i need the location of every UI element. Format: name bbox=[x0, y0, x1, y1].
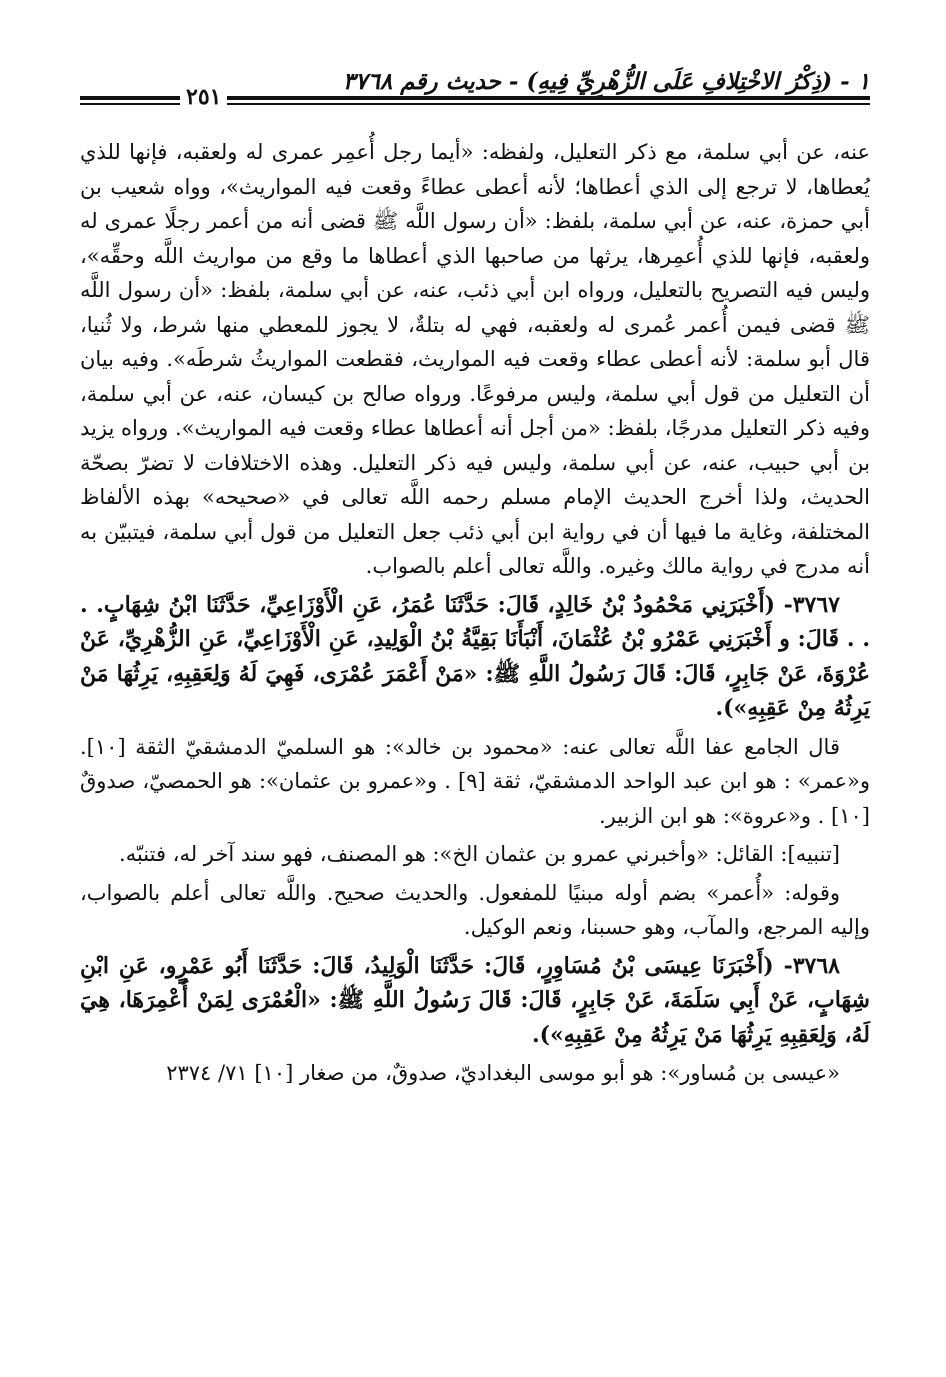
hadith-3767: ٣٧٦٧- (أَخْبَرَنِي مَحْمُودُ بْنُ خَالِدٍ، قَالَ: حَدَّثَنَا عُمَرُ، عَنِ الْأَوْزَاعِيِّ، حَدَّثَنَا ابْنُ شِهَابٍ. . . . قَالَ: و أَخْبَرَنِي عَمْرُو بْنُ عُثْمَانَ، أَنْبَأَنَا بَقِيَّةُ بْنُ الْوَلِيدِ، عَنِ الْأَوْزَاعِيِّ، عَنِ الزُّهْرِيِّ، عَنْ عُرْوَةَ، عَنْ جَابِرٍ، قَالَ: قَالَ رَسُولُ اللَّهِ ﷺ: «مَنْ أَعْمَرَ عُمْرَى، فَهِيَ لَهُ وَلِعَقِبِهِ، يَرِثُهَا مَنْ يَرِثُهُ مِنْ عَقِبِهِ»). bbox=[80, 591, 870, 721]
page-body bbox=[80, 135, 870, 1091]
narrator-note-paragraph: «عيسى بن مُساور»: هو أبو موسى البغداديّ، صدوقٌ، من صغار [١٠] ٧١/ ٢٣٧٤ bbox=[166, 1061, 840, 1085]
tanbih-paragraph: [تنبيه]: القائل: «وأخبرني عمرو بن عثمان الخ»: هو المصنف، فهو سند آخر له، فتنبّه. bbox=[119, 842, 840, 866]
hadith-3768: ٣٧٦٨- (أَخْبَرَنَا عِيسَى بْنُ مُسَاوِرٍ، قَالَ: حَدَّثَنَا الْوَلِيدُ، قَالَ: حَدَّثَنَا أَبُو عَمْرٍو، عَنِ ابْنِ شِهَابٍ، عَنْ أَبِي سَلَمَةَ، عَنْ جَابِرٍ، قَالَ: قَالَ رَسُولُ اللَّهِ ﷺ: «الْعُمْرَى لِمَنْ أُعْمِرَهَا، هِيَ لَهُ، وَلِعَقِبِهِ يَرِثُهَا مَنْ يَرِثُهُ مِنْ عَقِبِهِ»). bbox=[80, 952, 870, 1048]
running-title: ١ - (ذِكْرُ الاخْتِلافِ عَلَى الزُّهْرِيِّ فِيهِ) - حديث رقم ٣٧٦٨ bbox=[342, 68, 870, 95]
commentary-paragraph: عنه، عن أبي سلمة، مع ذكر التعليل، ولفظه: «أيما رجل أُعمِر عمرى له ولعقبه، فإنها للذي يُعطاها، لا ترجع إلى الذي أعطاها؛ لأنه أعطى عطاءً وقعت فيه المواريث»، وواه شعيب بن أبي حمزة، عنه، عن أبي سلمة، بلفظ: «أن رسول اللَّه ﷺ قضى أنه من أعمر رجلًا عمرى له ولعقبه، فإنها للذي أُعمِرها، يرثها من صاحبها الذي أعطاها ما وقع من مواريث اللَّه وحقِّه»، وليس فيه التصريح بالتعليل، ورواه ابن أبي ذئب، عنه، عن أبي سلمة، بلفظ: «أن رسول اللَّه ﷺ قضى فيمن أُعمر عُمرى له ولعقبه، فهي له بتلةٌ، لا يجوز للمعطي منها شرط، ولا ثُنيا، قال أبو سلمة: لأنه أعطى عطاء وقعت فيه المواريث، فقطعت المواريثُ شرطَه». وفيه بيان أن التعليل من قول أبي سلمة، وليس مرفوعًا. ورواه صالح بن كيسان، عنه، عن أبي سلمة، وفيه ذكر التعليل مدرجًا، بلفظ: «من أجل أنه أعطاها عطاء وقعت فيه المواريث». ورواه يزيد بن أبي حبيب، عنه، عن أبي سلمة، وليس فيه ذكر التعليل. وهذه الاختلافات لا تضرّ بصحّة الحديث، ولذا أخرج الحديث الإمام مسلم رحمه اللَّه تعالى في «صحيحه» بهذه الألفاظ المختلفة، وغاية ما فيها أن في رواية ابن أبي ذئب جعل التعليل من قول أبي سلمة، فيتبيّن به أنه مدرج في رواية مالك وغيره. واللَّه تعالى أعلم بالصواب. bbox=[80, 140, 870, 578]
compiler-note-paragraph: قال الجامع عفا اللَّه تعالى عنه: «محمود بن خالد»: هو السلميّ الدمشقيّ الثقة [١٠]. و«عمر» : هو ابن عبد الواحد الدمشقيّ، ثقة [٩] . و«عمرو بن عثمان»: هو الحمصيّ، صدوقٌ [١٠] . و«عروة»: هو ابن الزبير. bbox=[80, 734, 870, 828]
closing-paragraph: وقوله: «أُعمر» بضم أوله مبنيًا للمفعول. والحديث صحيح. واللَّه تعالى أعلم بالصواب، وإليه المرجع، والمآب، وهو حسبنا، ونعم الوكيل. bbox=[80, 880, 870, 939]
page-header bbox=[80, 62, 870, 112]
page-number: ٢٥١ bbox=[180, 84, 227, 110]
